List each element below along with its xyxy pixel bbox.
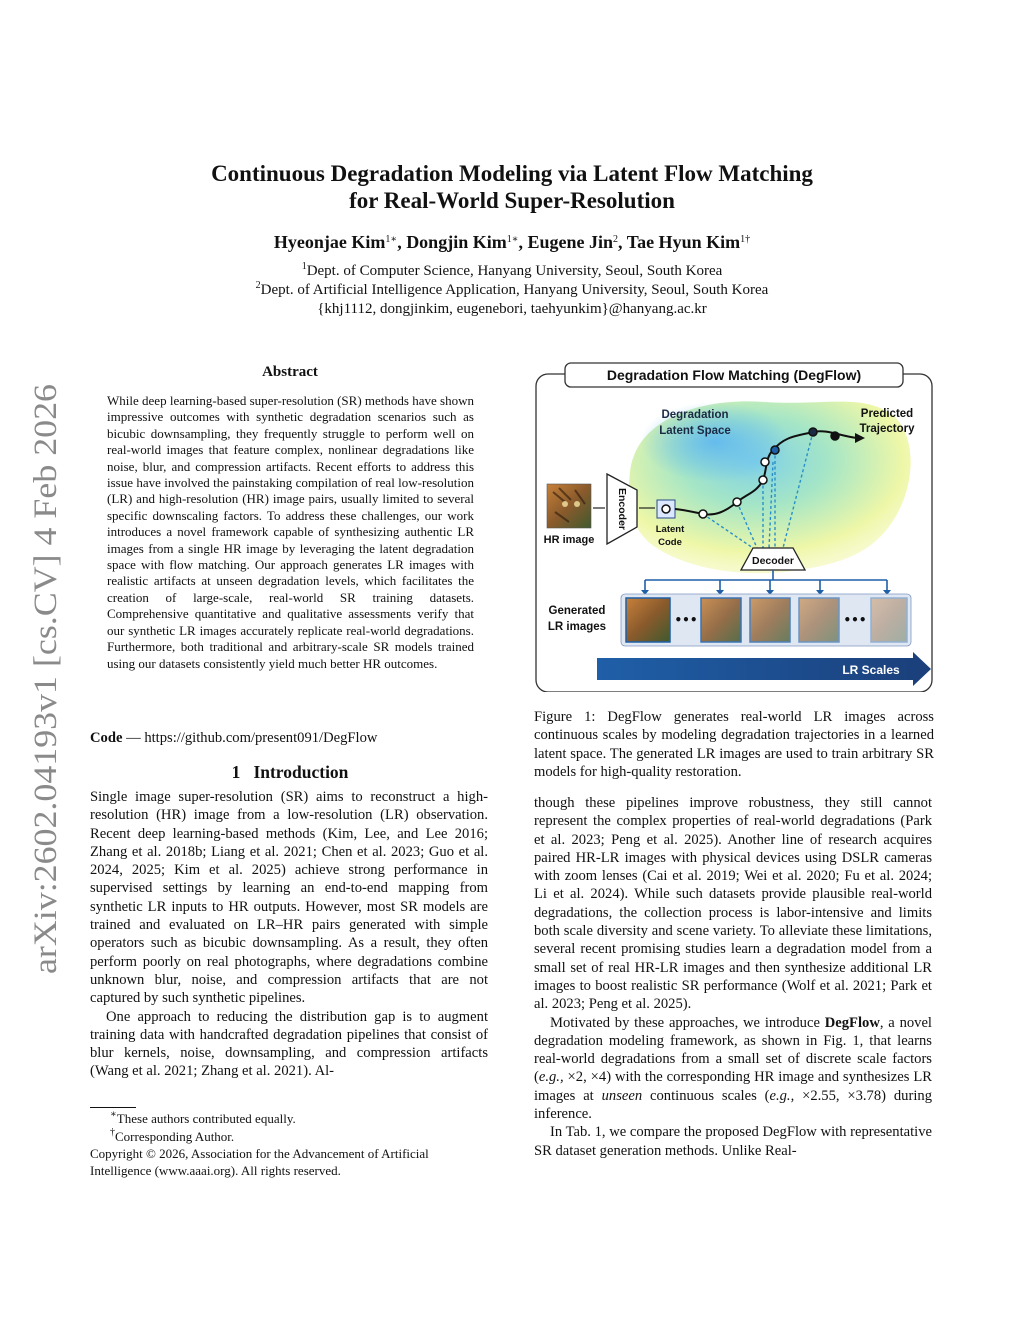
affiliation-mark: 1 [301,261,307,272]
predicted-trajectory-label: Predicted [860,408,914,420]
footnote-text: Corresponding Author. [115,1129,235,1144]
author-emails: {khj1112, dongjinkim, eugenebori, taehyunkim}@hanyang.ac.kr [317,301,707,317]
arxiv-id-text: arXiv:2602.04193v1 [cs.CV] 4 Feb 2026 [28,431,64,974]
latent-space-label: Latent Space [659,425,731,437]
affiliation-mark: 2 [255,280,261,291]
code-label: Code [90,730,123,746]
figure-1-caption: Figure 1: DegFlow generates real-world LR images across continuous scales by modeling degradation trajectories in a learned latent space. The generated LR images are used to train arbitrary SR models for high-quality restoration. [534,709,934,780]
author-mark: 1∗ [506,234,519,245]
latent-code-label: Code [658,537,682,548]
footnote-mark: † [110,1127,115,1138]
latent-space-label: Degradation [661,409,729,421]
affiliation-2 [100,281,924,300]
affiliation-text: Dept. of Artificial Intelligence Application, Hanyang University, Seoul, South Korea [260,282,769,298]
title-line-1: Continuous Degradation Modeling via Latent Flow Matching [211,161,813,186]
code-link[interactable]: https://github.com/present091/DegFlow [144,730,378,746]
author-mark: 1† [740,234,751,245]
abstract-heading: Abstract [262,364,318,380]
intro-paragraph-1: Single image super-resolution (SR) aims to reconstruct a high-resolution (HR) image from a low-resolution (LR) observation. Recent deep learning-based methods (Kim, Lee, and Lee 2016; Zhang et al. 2018b; Liang et al. 2021; Chen et al. 2023; Guo et al. 2024, 2025; Kim et al. 2025) achieve strong performance in supervised settings by learning an end-to-end mapping from synthetic LR inputs to HR outputs. However, most SR models are trained and evaluated on LR–HR pairs generated with simple operators such as bicubic downsampling. As a result, they often perform poorly on real photographs, where degradations combine unknown blur, noise, and compression artifacts that are not captured by such synthetic pipelines. [90,789,488,1007]
section-number: 1 [231,762,241,782]
copyright-notice: Copyright © 2026, Association for the Advancement of Artificial Intelligence (www.aaai.org). All rights reserved. [90,1146,429,1178]
title-line-2: for Real-World Super-Resolution [349,188,675,213]
right-paragraph-3: In Tab. 1, we compare the proposed DegFlow with representative SR dataset generation methods. Unlike Real- [534,1124,932,1159]
author-name: Tae Hyun Kim [626,232,741,252]
intro-left-column [90,788,488,1081]
affiliation-text: Dept. of Computer Science, Hanyang University, Seoul, South Korea [306,263,723,279]
lr-scales-label: LR Scales [842,663,900,677]
generated-label: Generated [548,605,606,617]
right-paragraph-2: Motivated by these approaches, we introduce DegFlow, a novel degradation modeling framework, as shown in Fig. 1, that learns real-world degradations from a small set of discrete scale factors (e.g., ×2, ×4) with the corresponding HR image and synthesizes LR images at unseen continuous scales (e.g., ×2.55, ×3.78) during inference. [534,1014,932,1123]
code-separator: — [122,730,145,746]
affiliation-1 [100,262,924,281]
footnote-text: These authors contributed equally. [116,1111,296,1126]
arxiv-identifier [12,378,68,978]
right-paragraph-1: though these pipelines improve robustness, they still cannot represent the complex properties of real-world degradations (Park et al. 2023; Peng et al. 2025). Another line of research acquires paired HR-LR images with physical devices using DSLR cameras with zoom lenses (Cai et al. 2019; Wei et al. 2020; Fu et al. 2024; Li et al. 2024). While such datasets provide plausible real-world degradations, the collection process is labor-intensive and limits both scale diversity and scene variety. To alleviate these limitations, several recent promising studies learn a degradation model from a small set of real HR-LR images and then synthesize additional LR images to boost realistic SR performance (Wolf et al. 2021; Park et al. 2023; Peng et al. 2025). [534,795,932,1013]
author-mark: 1∗ [385,234,398,245]
author-list: Hyeonjae Kim$^{1∗}$, Dongjin Kim$^{1∗}$, Eugene Jin$^2$, Tae Hyun Kim$^{1\dagger}$ [273,232,751,252]
intro-right-column [534,794,932,1160]
author-name: Eugene Jin [527,232,614,252]
author-mark: 2 [613,234,619,245]
footnote-1 [90,1111,510,1128]
section-heading [90,762,490,783]
ellipsis: ••• [674,613,698,627]
figure-banner-text: Degradation Flow Matching (DegFlow) [606,367,862,383]
figure-1 [535,362,933,692]
ellipsis: ••• [843,613,867,627]
hr-image-label: HR image [543,534,595,546]
footnote-rule [90,1107,136,1108]
footnote-2 [90,1129,510,1146]
author-name: Hyeonjae Kim [273,232,386,252]
paper-title [100,160,924,214]
abstract-body: While deep learning-based super-resolution (SR) methods have shown impressive outcomes with synthetic degradation scenarios such as bicubic downsampling, they frequently struggle to perform well on real-world images that feature complex, nonlinear degradations like noise, blur, and compression artifacts. Recent efforts to address this issue have involved the painstaking compilation of real low-resolution (LR) and high-resolution (HR) image pairs, usually limited to several specific downscaling factors. To address these challenges, our work introduces a novel framework capable of synthesizing authentic LR images from a single HR image by leveraging the latent degradation space with flow matching. Our approach generates LR images with realistic artifacts at unseen degradation levels, which facilitates the creation of large-scale, real-world SR training datasets. Comprehensive quantitative and qualitative assessments verify that our synthetic LR images accurately replicate real-world degradations. Furthermore, both traditional and arbitrary-scale SR models trained using our datasets consistently yield much better HR outcomes. [107,393,474,671]
author-name: Dongjin Kim [406,232,507,252]
method-name: DegFlow [824,1014,880,1031]
code-line [90,730,377,747]
generated-label: LR images [547,621,607,633]
predicted-trajectory-label: Trajectory [859,423,915,435]
footnote-mark: ∗ [110,1109,117,1120]
latent-code-label: Latent [655,524,685,535]
encoder-label: Encoder [616,488,628,531]
section-title: Introduction [253,762,349,782]
decoder-label: Decoder [751,555,795,567]
intro-paragraph-2: One approach to reducing the distribution gap is to augment training data with handcrafted degradation pipelines that consist of blur kernels, noise, downsampling, and compression artifacts (Wang et al. 2021; Zhang et al. 2021). Al- [90,1008,488,1080]
